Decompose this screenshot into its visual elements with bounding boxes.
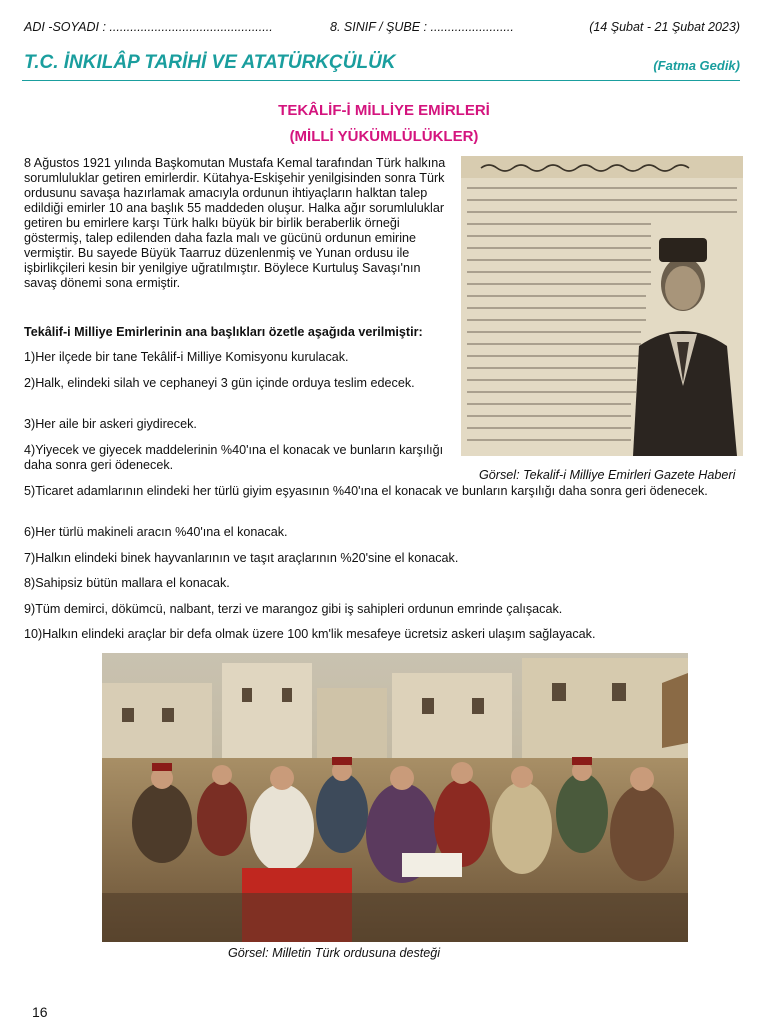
list-item: 5)Ticaret adamlarının elindeki her türlü giyim eşyasının %40'ına el konacak ve bunların karşılığı daha sonra geri ödenecek. xyxy=(24,484,708,498)
newspaper-illustration xyxy=(461,156,743,456)
class-section-line: 8. SINIF / ŞUBE : ........................ xyxy=(330,20,514,34)
list-item: 6)Her türlü makineli aracın %40'ına el konacak. xyxy=(24,525,288,539)
list-item: 7)Halkın elindeki binek hayvanlarının ve taşıt araçlarının %20'sine el konacak. xyxy=(24,551,459,565)
date-range: (14 Şubat - 21 Şubat 2023) xyxy=(589,20,740,34)
painting-illustration xyxy=(102,653,688,942)
painting-caption: Görsel: Milletin Türk ordusuna desteği xyxy=(228,946,441,960)
list-item: 10)Halkın elindeki araçlar bir defa olmak üzere 100 km'lik mesafeye ücretsiz askeri ulaşım sağlayacak. xyxy=(24,627,596,641)
intro-paragraph: 8 Ağustos 1921 yılında Başkomutan Mustafa Kemal tarafından Türk halkına sorumluluklar getiren emirlerdir. Kütahya-Eskişehir yenilgisinden sonra Türk ordusunu savaşa hazırlamak amacıyla ordunun ihtiyaçların halktan talep edildiği emirler 10 ana başlık 55 maddeden oluşur. Halka ağır sorumluluklar getiren bu emirlere karşı Türk halkı büyük bir birlik beraberlik örneği göstermiş, talep edilenden daha fazla malı ve gücünü ordunun emirine vermiştir. Bu sayede Büyük Taarruz düzenlenmiş ve Yunan ordusu ile işbirlikçileri kesin bir yenilgiye uğratılmıştır. Böylece Kurtuluş Savaşı'nın savaş dönemi sona ermiştir. xyxy=(24,156,446,290)
student-name-line: ADI -SOYADI : ............................................... xyxy=(24,20,273,34)
list-item: 4)Yiyecek ve giyecek maddelerinin %40'ına el konacak ve bunların karşılığı daha sonra geri ödenecek. xyxy=(24,443,444,472)
newspaper-caption: Görsel: Tekalif-i Milliye Emirleri Gazete Haberi xyxy=(479,468,736,482)
list-item: 1)Her ilçede bir tane Tekâlif-i Milliye Komisyonu kurulacak. xyxy=(24,350,349,364)
list-heading: Tekâlif-i Milliye Emirlerinin ana başlıkları özetle aşağıda verilmiştir: xyxy=(24,325,423,339)
page-subtitle: (MİLLİ YÜKÜMLÜLÜKLER) xyxy=(289,128,479,145)
header-divider xyxy=(22,80,740,81)
list-item: 8)Sahipsiz bütün mallara el konacak. xyxy=(24,576,230,590)
list-item: 9)Tüm demirci, dökümcü, nalbant, terzi ve marangoz gibi iş sahipleri ordunun emrinde çalışacak. xyxy=(24,602,563,616)
page-title: TEKÂLİF-İ MİLLİYE EMİRLERİ xyxy=(278,102,490,119)
course-title: T.C. İNKILÂP TARİHİ VE ATATÜRKÇÜLÜK xyxy=(24,52,396,73)
author-name: (Fatma Gedik) xyxy=(653,58,740,73)
list-item: 2)Halk, elindeki silah ve cephaneyi 3 gün içinde orduya teslim edecek. xyxy=(24,376,415,390)
list-item: 3)Her aile bir askeri giydirecek. xyxy=(24,417,197,431)
newspaper-image xyxy=(461,156,743,456)
page-number: 16 xyxy=(32,1004,48,1020)
painting-image xyxy=(102,653,688,942)
